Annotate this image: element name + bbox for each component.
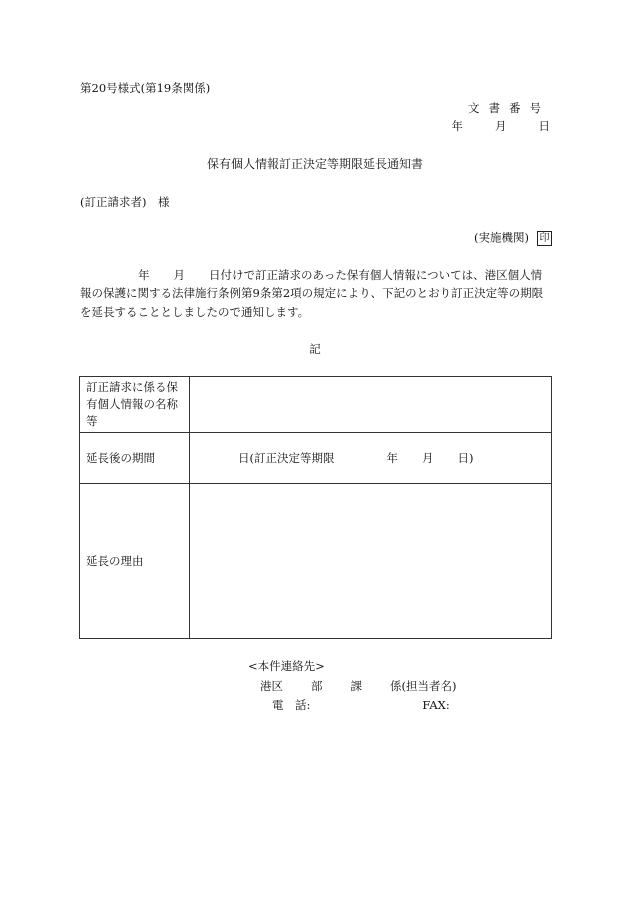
- extension-reason-label: 延長の理由: [80, 484, 190, 639]
- issuer-name: (実施機関): [474, 230, 529, 245]
- info-name-label: 訂正請求に係る保有個人情報の名称等: [80, 377, 190, 433]
- document-title: 保有個人情報訂正決定等期限延長通知書: [206, 157, 423, 171]
- document-number-label: 文書番号: [468, 101, 550, 115]
- contact-section: 課: [350, 679, 362, 693]
- contact-staff: 係(担当者名): [390, 679, 457, 693]
- ki-heading: 記: [309, 342, 321, 356]
- info-name-value: [190, 377, 552, 433]
- table-row: [80, 377, 552, 433]
- phone-label: 電 話:: [272, 698, 311, 712]
- notice-body: [80, 266, 552, 321]
- body-date-year: 年: [138, 268, 150, 282]
- body-date-month: 月: [173, 268, 185, 282]
- notice-table: [79, 376, 552, 639]
- extended-period-label: 延長後の期間: [80, 433, 190, 484]
- addressee-honorific: 様: [157, 195, 170, 209]
- date-day: 日: [538, 119, 550, 133]
- ext-day-close: 日): [457, 451, 474, 465]
- body-line-2: 報の保護に関する法律施行条例第9条第2項の規定により、下記のとおり訂正決定等の期限: [80, 286, 544, 301]
- issue-date: [452, 120, 551, 134]
- date-month: 月: [495, 119, 507, 133]
- contact-ward: 港区: [260, 679, 283, 693]
- extension-reason-value: [190, 484, 552, 639]
- table-row: [80, 484, 552, 639]
- contact-phone-fax: [272, 699, 450, 713]
- contact-dept: 部: [311, 679, 323, 693]
- ext-year: 年: [386, 451, 398, 465]
- ext-day: 日: [238, 451, 250, 465]
- fax-label: FAX:: [422, 698, 450, 712]
- contact-heading: <本件連絡先>: [248, 659, 325, 673]
- addressee-name: (訂正請求者): [80, 195, 147, 209]
- extended-period-value: [190, 433, 552, 484]
- seal-mark: 印: [537, 231, 552, 246]
- table-row: [80, 433, 552, 484]
- issuer: [474, 231, 552, 246]
- body-line-1-text: 日付けで訂正請求のあった保有個人情報については、港区個人情: [209, 268, 543, 282]
- ext-month: 月: [422, 451, 434, 465]
- body-line-1: [80, 266, 552, 284]
- body-line-3: を延長することとしましたので通知します。: [80, 304, 310, 319]
- form-number: 第20号様式(第19条関係): [80, 81, 211, 95]
- addressee: [80, 196, 169, 210]
- contact-department: [260, 680, 456, 694]
- ext-deadline-label: (訂正決定等期限: [249, 451, 335, 465]
- date-year: 年: [451, 119, 463, 133]
